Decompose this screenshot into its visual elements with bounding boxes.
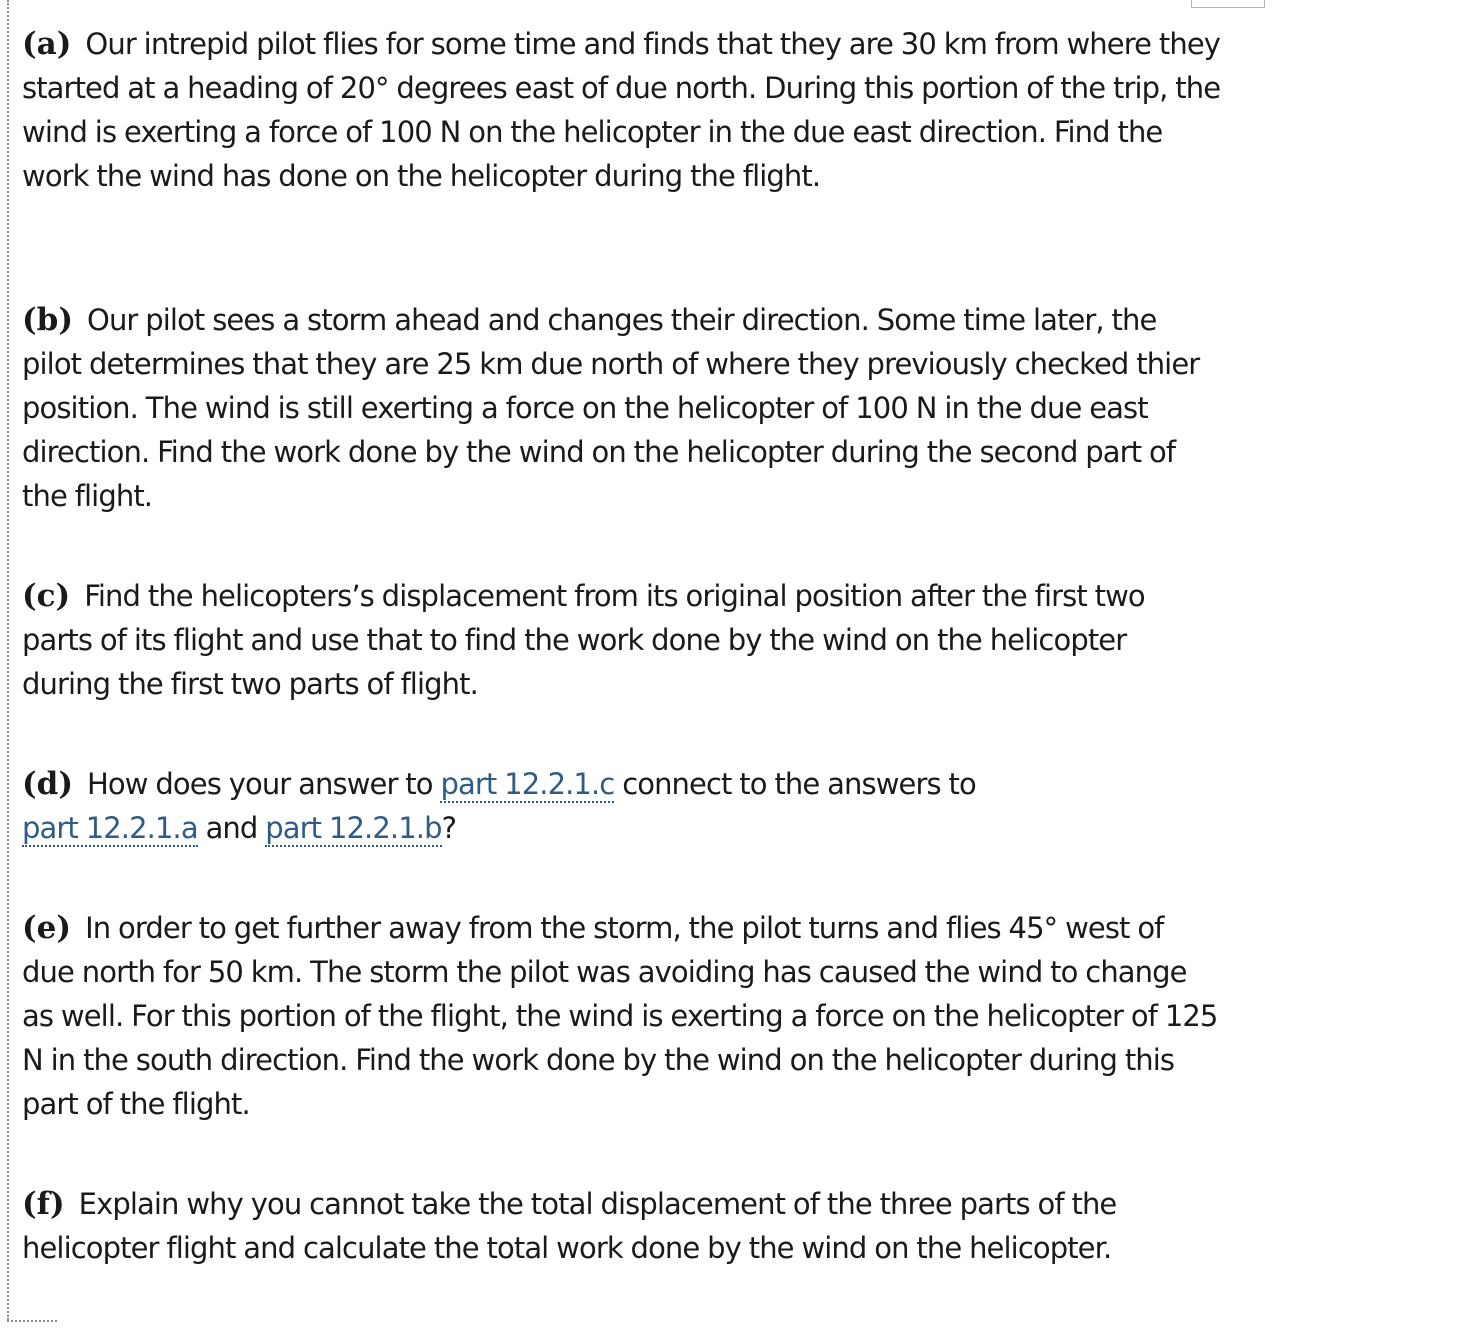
part-f-label: (f) bbox=[22, 1186, 65, 1222]
part-c bbox=[22, 574, 1222, 706]
link-part-12-2-1-c[interactable]: part 12.2.1.c bbox=[440, 767, 615, 801]
bottom-dotted-border bbox=[7, 1320, 57, 1322]
link-part-12-2-1-b[interactable]: part 12.2.1.b bbox=[265, 811, 442, 845]
part-d-text-4: ? bbox=[441, 811, 457, 845]
part-d bbox=[22, 762, 1222, 850]
corner-tab bbox=[1191, 0, 1265, 8]
part-c-text: Find the helicopters’s displacement from its original position after the first two parts of its flight and use that to find the work done by the wind on the helicopter during the first two parts of flight. bbox=[22, 579, 1145, 701]
part-d-text-3: and bbox=[205, 811, 258, 845]
part-b bbox=[22, 298, 1222, 518]
part-a bbox=[22, 22, 1222, 198]
part-e bbox=[22, 906, 1222, 1126]
part-d-text-2: connect to the answers to bbox=[622, 767, 976, 801]
part-e-label: (e) bbox=[22, 910, 72, 946]
part-f-text: Explain why you cannot take the total displacement of the three parts of the helicopter flight and calculate the total work done by the wind on the helicopter. bbox=[22, 1187, 1117, 1265]
part-a-label: (a) bbox=[22, 26, 72, 62]
part-d-label: (d) bbox=[22, 766, 74, 802]
left-dotted-border bbox=[7, 0, 9, 1320]
part-e-text: In order to get further away from the storm, the pilot turns and flies 45° west of due north for 50 km. The storm the pilot was avoiding has caused the wind to change as well. For this portion of the flight, the wind is exerting a force on the helicopter of 125 N in the south direction. Find the work done by the wind on the helicopter during this part of the flight. bbox=[22, 911, 1218, 1121]
part-c-label: (c) bbox=[22, 578, 71, 614]
part-b-text: Our pilot sees a storm ahead and changes their direction. Some time later, the pilot determines that they are 25 km due north of where they previously checked thier position. The wind is still exerting a force on the helicopter of 100 N in the due east direction. Find the work done by the wind on the helicopter during the second part of the flight. bbox=[22, 303, 1200, 513]
part-f bbox=[22, 1182, 1222, 1270]
part-d-text-1: How does your answer to bbox=[87, 767, 433, 801]
link-part-12-2-1-a[interactable]: part 12.2.1.a bbox=[22, 811, 198, 845]
part-b-label: (b) bbox=[22, 302, 74, 338]
part-a-text: Our intrepid pilot flies for some time and finds that they are 30 km from where they started at a heading of 20° degrees east of due north. During this portion of the trip, the wind is exerting a force of 100 N on the helicopter in the due east direction. Find the work the wind has done on the helicopter during the flight. bbox=[22, 27, 1221, 193]
